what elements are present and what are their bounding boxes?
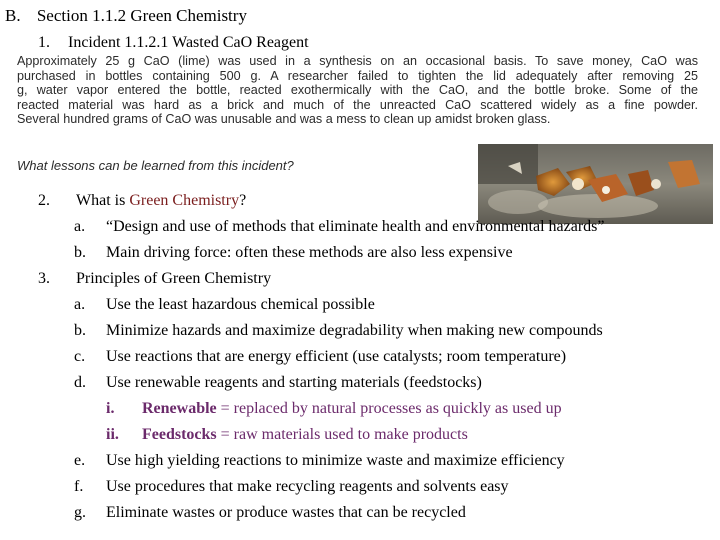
item-3d-ii-marker: ii. [106,426,119,443]
paragraph-line: purchased in bottles containing 500 g. A researcher failed to tighten the lid adequately after removing 25 [17,68,698,83]
item-3c-text: Use reactions that are energy efficient (use catalysts; room temperature) [106,348,567,365]
item-2-prefix: What is [76,192,130,209]
item-3b-text: Minimize hazards and maximize degradability when making new compounds [106,322,603,339]
feedstocks-definition: = raw materials used to make products [216,426,468,443]
item-2b-text: Main driving force: often these methods are also less expensive [106,244,513,261]
item-2a-text: “Design and use of methods that eliminate health and environmental hazards” [106,218,605,235]
item-2a-marker: a. [74,218,86,235]
item-3e-marker: e. [74,452,86,469]
item-3d-i-text [142,396,562,422]
incident-marker: 1. [38,34,50,51]
paragraph-line: reacted material was hard as a brick and much of the unreacted CaO scattered widely as a fine powder. [17,97,698,112]
item-3f-text: Use procedures that make recycling reagents and solvents easy [106,478,509,495]
item-3g-marker: g. [74,504,86,521]
item-3b-marker: b. [74,322,86,339]
item-3d-text: Use renewable reagents and starting materials (feedstocks) [106,374,482,391]
green-chemistry-term: Green Chemistry [129,192,240,209]
section-marker: B. [5,6,21,25]
broken-bottle-photo [478,144,713,224]
item-2-marker: 2. [38,192,50,209]
item-3c-marker: c. [74,348,86,365]
incident-heading [38,34,309,52]
item-3a-text: Use the least hazardous chemical possible [106,296,375,313]
item-2b-marker: b. [74,244,86,261]
paragraph-line: Several hundred grams of CaO was unusable and was a mess to clean up amidst broken glass. [17,112,551,127]
item-3a-marker: a. [74,296,86,313]
incident-paragraph [17,54,698,127]
item-2-suffix: ? [239,192,247,209]
renewable-term: Renewable [142,400,217,417]
item-3g-text: Eliminate wastes or produce wastes that can be recycled [106,504,466,521]
feedstocks-term: Feedstocks [142,426,217,443]
incident-question: What lessons can be learned from this incident? [17,158,294,173]
item-2 [38,188,50,214]
item-3f-marker: f. [74,478,84,495]
item-3d-i-marker: i. [106,400,115,417]
item-3-text: Principles of Green Chemistry [76,270,272,287]
broken-bottle-icon [478,144,713,224]
paragraph-line: Approximately 25 g CaO (lime) was used in a synthesis on an occasional basis. To save money, CaO was [17,54,698,68]
item-2-text [76,188,246,214]
incident-title: Incident 1.1.2.1 Wasted CaO Reagent [68,34,309,51]
item-3d-marker: d. [74,374,86,391]
item-3e-text: Use high yielding reactions to minimize waste and maximize efficiency [106,452,565,469]
item-3-marker: 3. [38,270,50,287]
section-heading [5,6,247,26]
section-title: Section 1.1.2 Green Chemistry [36,6,247,25]
paragraph-line: g, water vapor entered the bottle, reacted exothermically with the CaO, and the bottle broke. Some of the [17,83,698,98]
renewable-definition: = replaced by natural processes as quickly as used up [216,400,562,417]
item-3d-ii-text [142,422,468,448]
